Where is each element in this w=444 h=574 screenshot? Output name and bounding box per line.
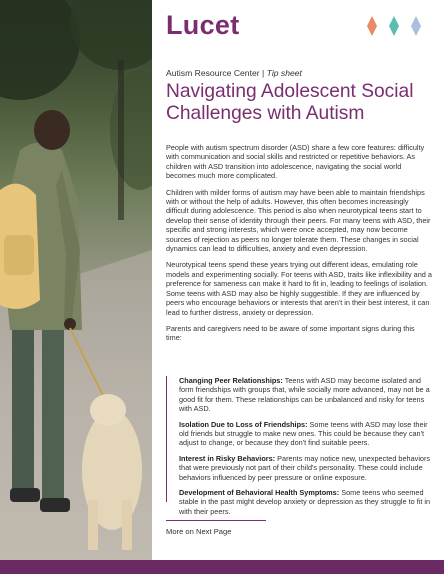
sign-heading: Development of Behavioral Health Symptoms:	[179, 488, 340, 498]
sign-text: Teens with ASD may become isolated and form friendships with groups that, while socially more advanced, may not be a good fit for them. These relationships can be unbalanced and risky for teens with ASD.	[179, 376, 430, 414]
brand-diamonds-icon	[362, 16, 426, 36]
diamond-blue-icon	[411, 16, 421, 36]
sign-text: Parents may notice new, unexpected behaviors that were previously not part of their child's personality. These could include behaviors influenced by peer pressure or online exposure.	[179, 453, 431, 482]
list-item	[179, 454, 433, 482]
document-header	[166, 68, 302, 78]
list-item	[179, 420, 433, 448]
body-text	[166, 143, 432, 350]
list-item	[179, 488, 433, 516]
person-walking-dog-illustration	[0, 0, 152, 560]
paragraph: Children with milder forms of autism may have been able to maintain friendships with or without the help of adults. However, this often becomes increasingly difficult during adolescence. This period is also when neurotypical teens start to develop their sense of identity through their peers. For many teens with ASD, their specific and strong interests, which were once accepted, may now become sources of rejection as peers no longer tolerate them. These changes in social dynamics can lead to difficulties, anxiety and even depression.	[166, 187, 431, 254]
list-item	[179, 376, 433, 414]
more-on-next-page-link[interactable]: More on Next Page	[166, 527, 232, 536]
diamond-teal-icon	[389, 16, 399, 36]
org-name: Autism Resource Center	[166, 68, 260, 78]
paragraph: People with autism spectrum disorder (ASD) share a few core features: difficulty with communication and social skills and restricted or repetitive behaviors. As children with ASD transition into adolescence, navigating the social world becomes much more complicated.	[166, 143, 425, 181]
footer-divider	[166, 520, 266, 521]
sign-text: Some teens with ASD may lose their old friends but struggle to make new ones. This could be because they can't adjust to change, or because they don't find suitable peers.	[179, 419, 428, 448]
cover-photo	[0, 0, 152, 560]
header-separator: |	[259, 68, 267, 78]
sign-heading: Isolation Due to Loss of Friendships:	[179, 419, 308, 429]
paragraph: Neurotypical teens spend these years trying out different ideas, emulating role models and experimenting socially. For teens with ASD, traits like inflexibility and a preference for sameness can make it hard to fit in, leading to feelings of isolation. Some teens with ASD may also be highly suggestible. If they are influenced by peers who encourage behaviors or interests that aren't in their best interest, it can lead to further distress, anxiety or depression.	[166, 260, 432, 317]
signs-list	[166, 376, 433, 516]
diamond-orange-icon	[367, 16, 377, 36]
sign-text: Some teens who seemed stable in the past might develop anxiety or depression as they struggle to fit in with their peers.	[179, 488, 431, 516]
sign-heading: Interest in Risky Behaviors:	[179, 453, 276, 463]
sign-heading: Changing Peer Relationships:	[179, 376, 283, 385]
paragraph: Parents and caregivers need to be aware of some important signs during this time:	[166, 323, 415, 343]
page-title: Navigating Adolescent Social Challenges with Autism	[166, 81, 414, 124]
lucet-logo: Lucet	[166, 10, 240, 40]
doc-type: Tip sheet	[266, 68, 302, 78]
footer-bar	[0, 560, 444, 574]
